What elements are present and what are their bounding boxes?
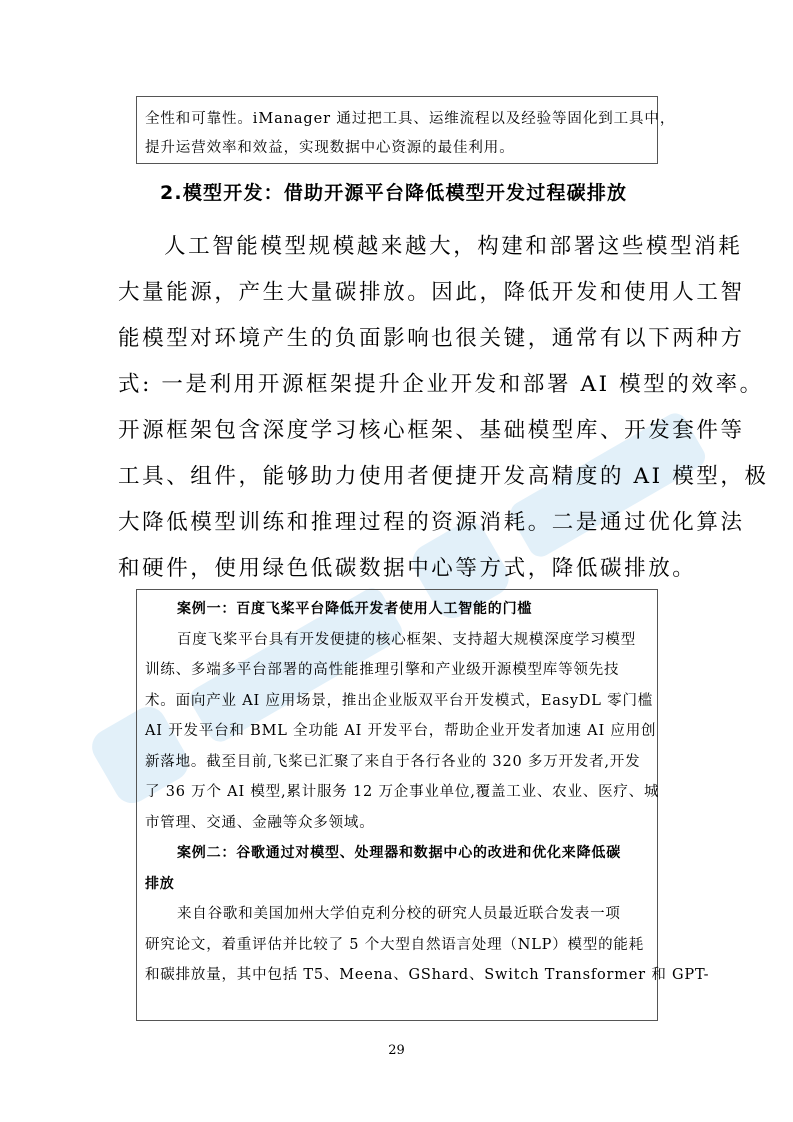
case1-line: 百度飞桨平台具有开发便捷的核心框架、支持超大规模深度学习模型 <box>177 631 636 648</box>
box-line: 全性和可靠性。iManager 通过把工具、运维流程以及经验等固化到工具中， <box>145 111 676 127</box>
case1-line: AI 开发平台和 BML 全功能 AI 开发平台，帮助企业开发者加速 AI 应用创 <box>145 723 657 739</box>
case2-title: 案例二：谷歌通过对模型、处理器和数据中心的改进和优化来降低碳 <box>177 845 621 861</box>
case1-title: 案例一：百度飞桨平台降低开发者使用人工智能的门槛 <box>177 601 533 617</box>
body-line: 大量能源，产生大量碳排放。因此，降低开发和使用人工智 <box>118 280 745 305</box>
body-line: 能模型对环境产生的负面影响也很关键，通常有以下两种方 <box>118 326 745 351</box>
body-paragraph <box>118 224 769 592</box>
case1-line: 新落地。截至目前,飞桨已汇聚了来自于各行各业的 320 多万开发者,开发 <box>145 753 641 770</box>
body-line: 工具、组件，能够助力使用者便捷开发高精度的 AI 模型，极 <box>118 464 769 489</box>
case2-line: 和碳排放量，其中包括 T5、Meena、GShard、Switch Transformer 和 GPT- <box>145 967 710 983</box>
body-line: 大降低模型训练和推理过程的资源消耗。二是通过优化算法 <box>118 510 745 535</box>
body-line: 人工智能模型规模越来越大，构建和部署这些模型消耗 <box>164 234 743 259</box>
page-number: 29 <box>388 1043 405 1058</box>
case1-line: 术。面向产业 AI 应用场景，推出企业版双平台开发模式，EasyDL 零门槛 <box>145 692 654 709</box>
case2-title: 排放 <box>145 875 175 892</box>
body-line: 和硬件，使用绿色低碳数据中心等方式，降低碳排放。 <box>118 556 697 581</box>
box-line: 提升运营效率和效益，实现数据中心资源的最佳利用。 <box>145 140 515 156</box>
case1-line: 市管理、交通、金融等众多领域。 <box>145 814 375 831</box>
case1-line: 训练、多端多平台部署的高性能推理引擎和产业级开源模型库等领先技 <box>145 662 620 678</box>
case2-line: 来自谷歌和美国加州大学伯克利分校的研究人员最近联合发表一项 <box>177 906 621 922</box>
section-heading: 2.模型开发：借助开源平台降低模型开发过程碳排放 <box>160 182 628 204</box>
intro-continuation-box <box>136 96 676 164</box>
body-line: 式: 一是利用开源框架提升企业开发和部署 AI 模型的效率。 <box>118 372 764 397</box>
case-study-box <box>136 589 710 1021</box>
case2-line: 研究论文，着重评估并比较了 5 个大型自然语言处理（NLP）模型的能耗 <box>145 936 645 953</box>
case1-line: 了 36 万个 AI 模型,累计服务 12 万企事业单位,覆盖工业、农业、医疗、城 <box>145 784 660 800</box>
body-line: 开源框架包含深度学习核心框架、基础模型库、开发套件等 <box>118 418 745 443</box>
